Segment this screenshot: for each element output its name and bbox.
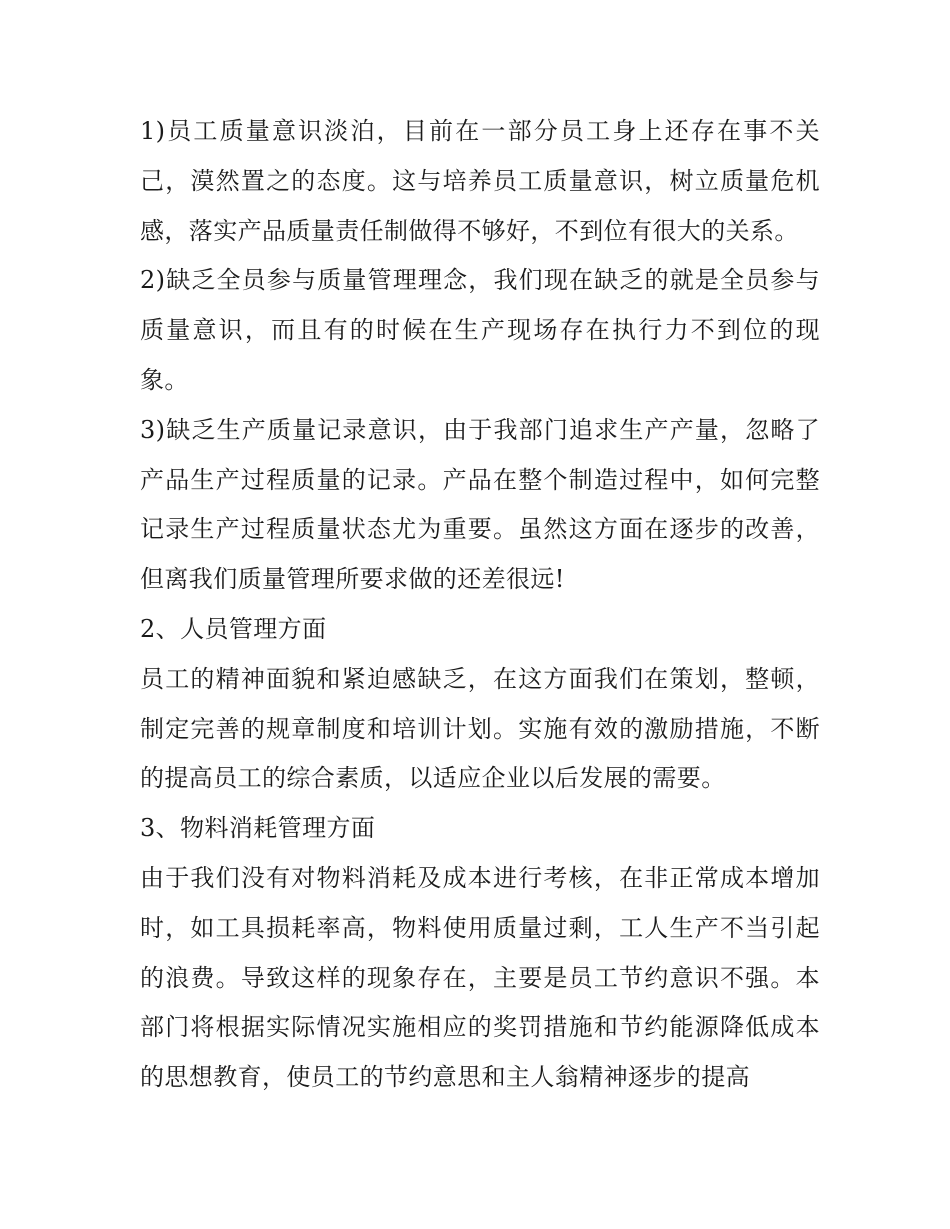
paragraph-quality-records: 3)缺乏生产质量记录意识，由于我部门追求生产产量，忽略了产品生产过程质量的记录。产品在整个制造过程中，如何完整记录生产过程质量状态尤为重要。虽然这方面在逐步的改善，但离我们质量管理所要求做的还差很远! (140, 415, 820, 594)
paragraph-quality-awareness: 1)员工质量意识淡泊，目前在一部分员工身上还存在事不关己，漠然置之的态度。这与培养员工质量意识，树立质量危机感，落实产品质量责任制做得不够好，不到位有很大的关系。 (140, 117, 820, 245)
section-heading-personnel: 2、人员管理方面 (140, 614, 327, 643)
paragraph-materials-management: 由于我们没有对物料消耗及成本进行考核，在非正常成本增加时，如工具损耗率高，物料使用质量过剩，工人生产不当引起的浪费。导致这样的现象存在，主要是员工节约意识不强。本部门将根据实际情况实施相应的奖罚措施和节约能源降低成本的思想教育，使员工的节约意思和主人翁精神逐步的提高 (140, 863, 820, 1092)
paragraph-full-participation: 2)缺乏全员参与质量管理理念，我们现在缺乏的就是全员参与质量意识，而且有的时候在生产现场存在执行力不到位的现象。 (140, 266, 820, 394)
section-heading-materials: 3、物料消耗管理方面 (140, 814, 376, 843)
document-page (140, 107, 820, 1103)
paragraph-personnel-management: 员工的精神面貌和紧迫感缺乏，在这方面我们在策划，整顿，制定完善的规章制度和培训计划。实施有效的激励措施，不断的提高员工的综合素质，以适应企业以后发展的需要。 (140, 664, 820, 793)
